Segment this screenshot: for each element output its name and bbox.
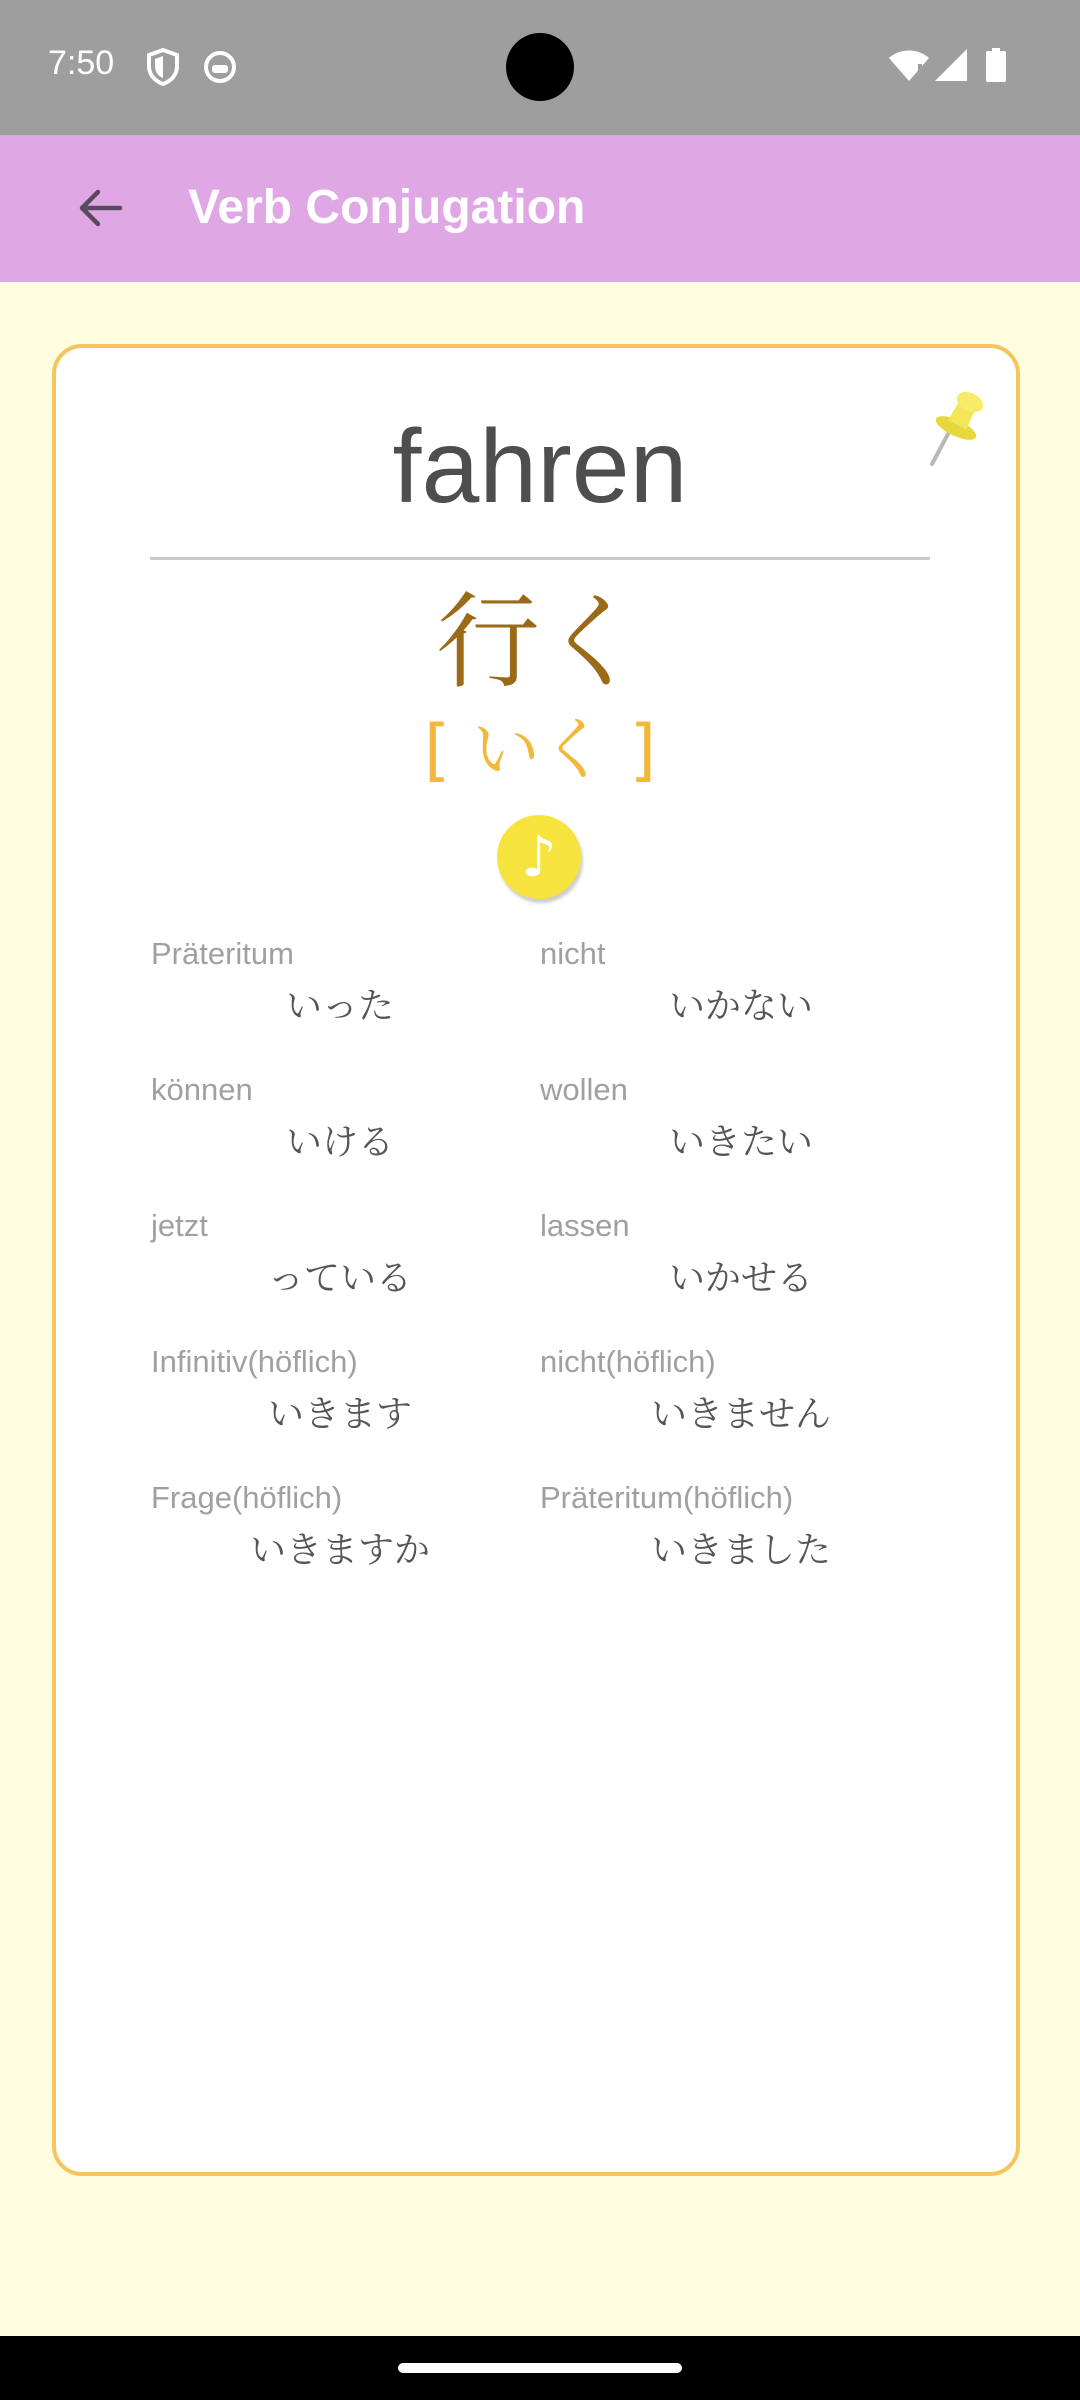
german-word: fahren [392, 409, 688, 525]
page-title: Verb Conjugation [188, 181, 586, 234]
status-time: 7:50 [48, 44, 115, 82]
conjugation-label: können [151, 1072, 253, 1107]
shield-icon [146, 48, 180, 90]
conjugation-label: Präteritum [151, 936, 294, 971]
cat-face-icon [202, 48, 238, 88]
conjugation-label: wollen [540, 1072, 628, 1107]
play-sound-button[interactable] [497, 815, 581, 899]
conjugation-label: jetzt [151, 1208, 208, 1243]
home-indicator[interactable] [398, 2363, 682, 2373]
camera-cutout [506, 33, 574, 101]
conjugation-value: いきますか [249, 1530, 430, 1571]
conjugation-label: nicht(höflich) [540, 1344, 716, 1379]
signal-icon [934, 48, 968, 86]
back-button[interactable] [60, 168, 140, 248]
conjugation-value: いける [285, 1122, 394, 1163]
arrow-back-icon [76, 184, 124, 232]
conjugation-value: いった [285, 986, 394, 1027]
conjugation-label: Frage(höflich) [151, 1480, 343, 1515]
conjugation-value: いきたい [668, 1122, 813, 1163]
reading: [ いく ] [423, 711, 657, 790]
battery-icon [986, 48, 1006, 86]
conjugation-value: いきました [650, 1530, 831, 1571]
conjugation-value: いかない [668, 986, 813, 1027]
japanese-word: 行く [435, 581, 644, 703]
wifi-icon [888, 48, 930, 86]
divider [150, 557, 930, 560]
status-bar [0, 0, 1080, 135]
conjugation-value: いきます [267, 1394, 412, 1435]
pushpin-icon [918, 384, 998, 474]
conjugation-label: lassen [540, 1208, 630, 1243]
conjugation-value: っている [267, 1258, 412, 1299]
music-note-icon: ♪ [521, 824, 557, 890]
pin-button[interactable] [918, 384, 998, 474]
conjugation-value: いきません [650, 1394, 831, 1435]
conjugation-label: Präteritum(höflich) [540, 1480, 794, 1515]
conjugation-label: nicht [540, 936, 606, 971]
conjugation-label: Infinitiv(höflich) [151, 1344, 358, 1379]
conjugation-value: いかせる [668, 1258, 813, 1299]
